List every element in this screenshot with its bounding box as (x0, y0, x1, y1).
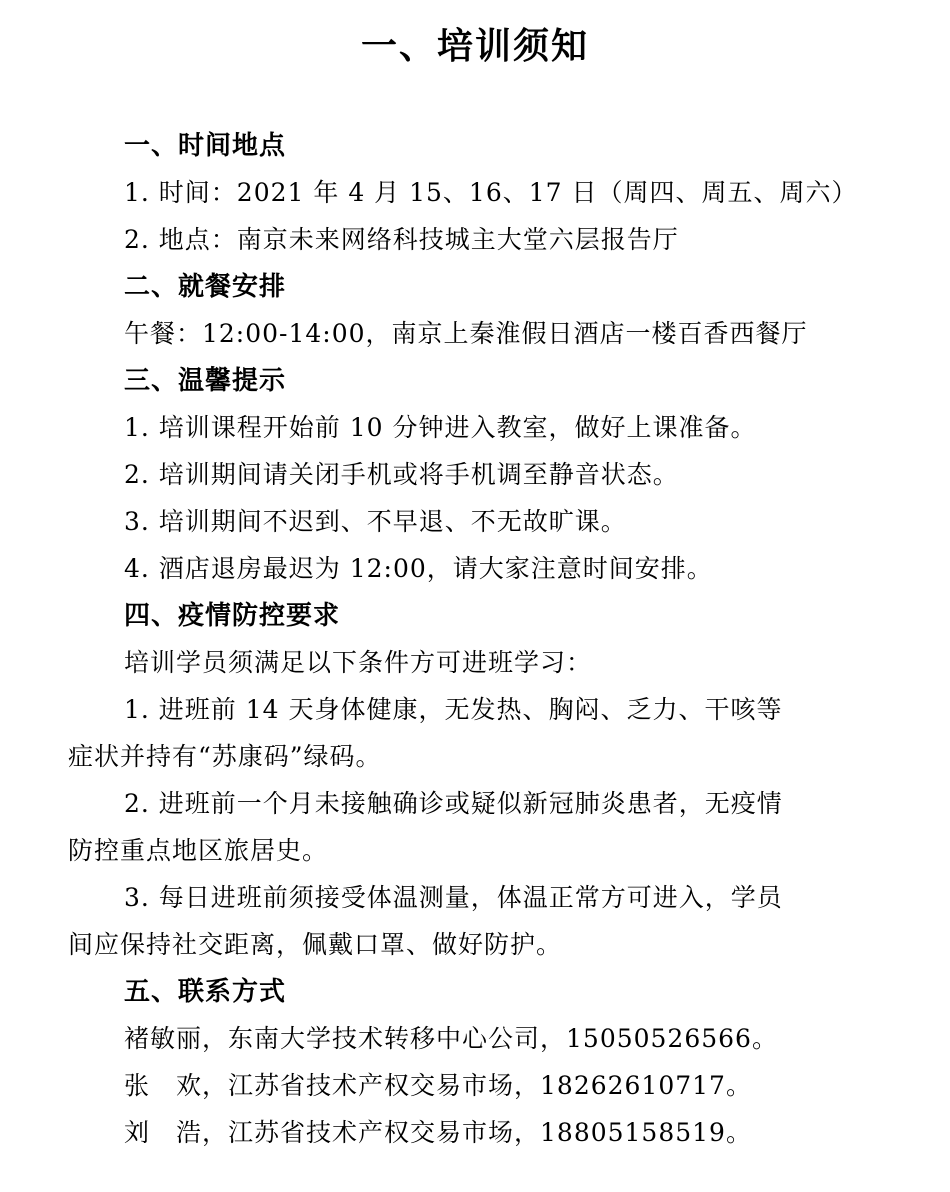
epidemic-item-line: 3. 每日进班前须接受体温测量，体温正常方可进入，学员 (124, 883, 783, 912)
contact-item: 张 欢，江苏省技术产权交易市场，18262610717。 (124, 1071, 752, 1100)
contact-item: 刘 浩，江苏省技术产权交易市场，18805158519。 (124, 1118, 752, 1147)
tip-item: 1. 培训课程开始前 10 分钟进入教室，做好上课准备。 (124, 413, 757, 442)
section-heading-contacts: 五、联系方式 (124, 977, 287, 1007)
lunch-item: 午餐：12:00-14:00，南京上秦淮假日酒店一楼百香西餐厅 (124, 319, 808, 348)
epidemic-intro: 培训学员须满足以下条件方可进班学习： (124, 648, 593, 677)
tip-item: 2. 培训期间请关闭手机或将手机调至静音状态。 (124, 460, 679, 489)
section-heading-time-place: 一、时间地点 (124, 131, 287, 161)
epidemic-item-line: 1. 进班前 14 天身体健康，无发热、胸闷、乏力、干咳等 (124, 695, 783, 724)
tip-item: 4. 酒店退房最迟为 12:00，请大家注意时间安排。 (124, 554, 713, 583)
tip-item: 3. 培训期间不迟到、不早退、不无故旷课。 (124, 507, 627, 536)
section-heading-epidemic: 四、疫情防控要求 (124, 601, 341, 631)
time-item: 1. 时间：2021 年 4 月 15、16、17 日（周四、周五、周六） (124, 178, 858, 207)
epidemic-item-line: 2. 进班前一个月未接触确诊或疑似新冠肺炎患者，无疫情 (124, 789, 783, 818)
epidemic-item-line: 防控重点地区旅居史。 (68, 836, 329, 865)
epidemic-item-line: 间应保持社交距离，佩戴口罩、做好防护。 (68, 930, 563, 959)
page-title: 一、培训须知 (360, 26, 589, 67)
place-item: 2. 地点：南京未来网络科技城主大堂六层报告厅 (124, 225, 679, 254)
section-heading-dining: 二、就餐安排 (124, 272, 287, 302)
contact-item: 褚敏丽，东南大学技术转移中心公司，15050526566。 (124, 1024, 778, 1053)
section-heading-tips: 三、温馨提示 (124, 366, 287, 396)
epidemic-item-line: 症状并持有“苏康码”绿码。 (68, 742, 382, 771)
